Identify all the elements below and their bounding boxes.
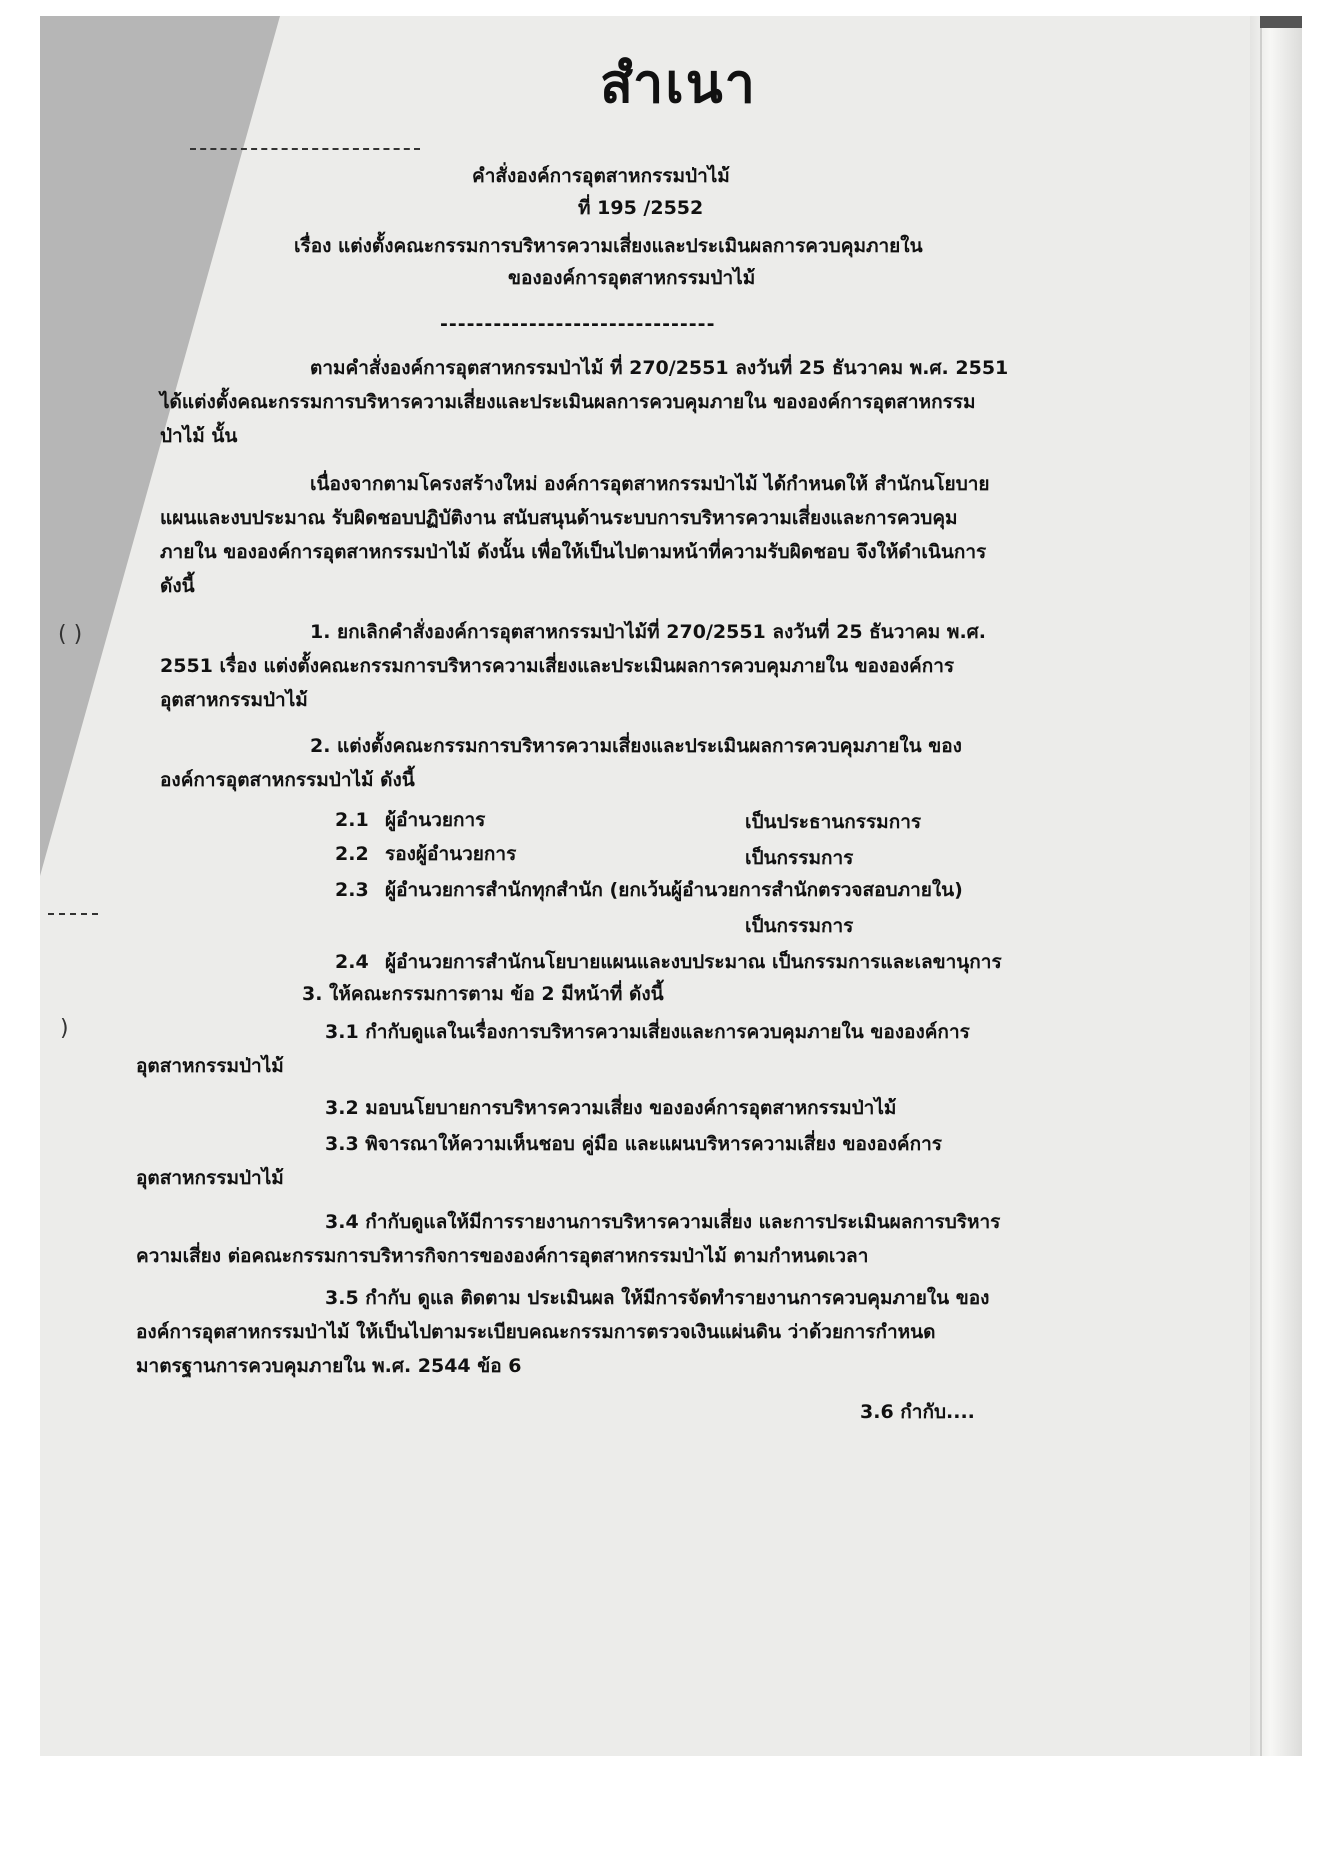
duty-3-4-line-1: 3.4 กำกับดูแลให้มีการรายงานการบริหารความเสี่ยง และการประเมินผลการบริหาร [325,1211,1001,1233]
duty-3-3-line-2: อุตสาหกรรมป่าไม้ [136,1167,284,1189]
reason-line-1: เนื่องจากตามโครงสร้างใหม่ องค์การอุตสาหกรรมป่าไม้ ได้กำหนดให้ สำนักนโยบาย [310,473,990,495]
member-name-3: ผู้อำนวยการสำนักทุกสำนัก (ยกเว้นผู้อำนวยการสำนักตรวจสอบภายใน) [385,879,963,901]
member-num-4: 2.4 [335,951,369,973]
margin-dash [190,148,420,150]
duty-3-2: 3.2 มอบนโยบายการบริหารความเสี่ยง ขององค์การอุตสาหกรรมป่าไม้ [325,1097,897,1119]
subject-line-2: ขององค์การอุตสาหกรรมป่าไม้ [508,267,756,289]
duty-3-1-line-2: อุตสาหกรรมป่าไม้ [136,1055,284,1077]
scan-corner [1260,16,1302,28]
duty-3-5-line-3: มาตรฐานการควบคุมภายใน พ.ศ. 2544 ข้อ 6 [136,1355,522,1377]
item1-line-1: 1. ยกเลิกคำสั่งองค์การอุตสาหกรรมป่าไม้ที่ 270/2551 ลงวันที่ 25 ธันวาคม พ.ศ. [310,621,986,643]
member-name-1: ผู้อำนวยการ [385,809,486,831]
item1-line-3: อุตสาหกรรมป่าไม้ [160,689,308,711]
member-role-1: เป็นประธานกรรมการ [745,811,922,833]
member-num-2: 2.2 [335,843,369,865]
member-role-2: เป็นกรรมการ [745,847,854,869]
duty-3-3-line-1: 3.3 พิจารณาให้ความเห็นชอบ คู่มือ และแผนบริหารความเสี่ยง ขององค์การ [325,1133,942,1155]
member-name-2: รองผู้อำนวยการ [385,843,517,865]
member-role-3: เป็นกรรมการ [745,915,854,937]
continued-text: 3.6 กำกับ.... [860,1401,975,1423]
intro-line-3: ป่าไม้ นั้น [160,425,238,447]
separator-line: ------------------------------- [440,313,716,335]
item3-line-1: 3. ให้คณะกรรมการตาม ข้อ 2 มีหน้าที่ ดังนี้ [302,983,664,1005]
duty-3-4-line-2: ความเสี่ยง ต่อคณะกรรมการบริหารกิจการขององค์การอุตสาหกรรมป่าไม้ ตามกำหนดเวลา [136,1245,869,1267]
copy-stamp: สำเนา [600,52,757,115]
order-number: ที่ 195 /2552 [578,197,704,219]
item1-line-2: 2551 เรื่อง แต่งตั้งคณะกรรมการบริหารความเสี่ยงและประเมินผลการควบคุมภายใน ขององค์การ [160,655,955,677]
intro-line-2: ได้แต่งตั้งคณะกรรมการบริหารความเสี่ยงและประเมินผลการควบคุมภายใน ขององค์การอุตสาหกรรม [160,391,976,413]
subject-line-1: เรื่อง แต่งตั้งคณะกรรมการบริหารความเสี่ยงและประเมินผลการควบคุมภายใน [294,235,923,257]
punch-hole-mark: ) [60,1016,69,1041]
duty-3-5-line-2: องค์การอุตสาหกรรมป่าไม้ ให้เป็นไปตามระเบียบคณะกรรมการตรวจเงินแผ่นดิน ว่าด้วยการกำหนด [136,1321,936,1343]
reason-line-3: ภายใน ขององค์การอุตสาหกรรมป่าไม้ ดังนั้น เพื่อให้เป็นไปตามหน้าที่ความรับผิดชอบ จึงให้ดำเนินการ [160,541,987,563]
item2-line-2: องค์การอุตสาหกรรมป่าไม้ ดังนี้ [160,769,415,791]
duty-3-5-line-1: 3.5 กำกับ ดูแล ติดตาม ประเมินผล ให้มีการจัดทำรายงานการควบคุมภายใน ของ [325,1287,990,1309]
scanned-page [40,16,1302,1756]
intro-line-1: ตามคำสั่งองค์การอุตสาหกรรมป่าไม้ ที่ 270/2551 ลงวันที่ 25 ธันวาคม พ.ศ. 2551 [310,357,1009,379]
duty-3-1-line-1: 3.1 กำกับดูแลในเรื่องการบริหารความเสี่ยงและการควบคุมภายใน ขององค์การ [325,1021,970,1043]
member-num-3: 2.3 [335,879,369,901]
punch-hole-mark: ( ) [58,622,83,647]
reason-line-2: แผนและงบประมาณ รับผิดชอบปฏิบัติงาน สนับสนุนด้านระบบการบริหารความเสี่ยงและการควบคุม [160,507,958,529]
member-num-1: 2.1 [335,809,369,831]
page-edge-line [1260,16,1262,1756]
order-heading: คำสั่งองค์การอุตสาหกรรมป่าไม้ [472,165,730,187]
reason-line-4: ดังนี้ [160,575,195,597]
item2-line-1: 2. แต่งตั้งคณะกรรมการบริหารความเสี่ยงและประเมินผลการควบคุมภายใน ของ [310,735,962,757]
margin-dash [48,913,98,915]
page-edge [1250,16,1302,1756]
member-name-4: ผู้อำนวยการสำนักนโยบายแผนและงบประมาณ เป็นกรรมการและเลขานุการ [385,951,1002,973]
